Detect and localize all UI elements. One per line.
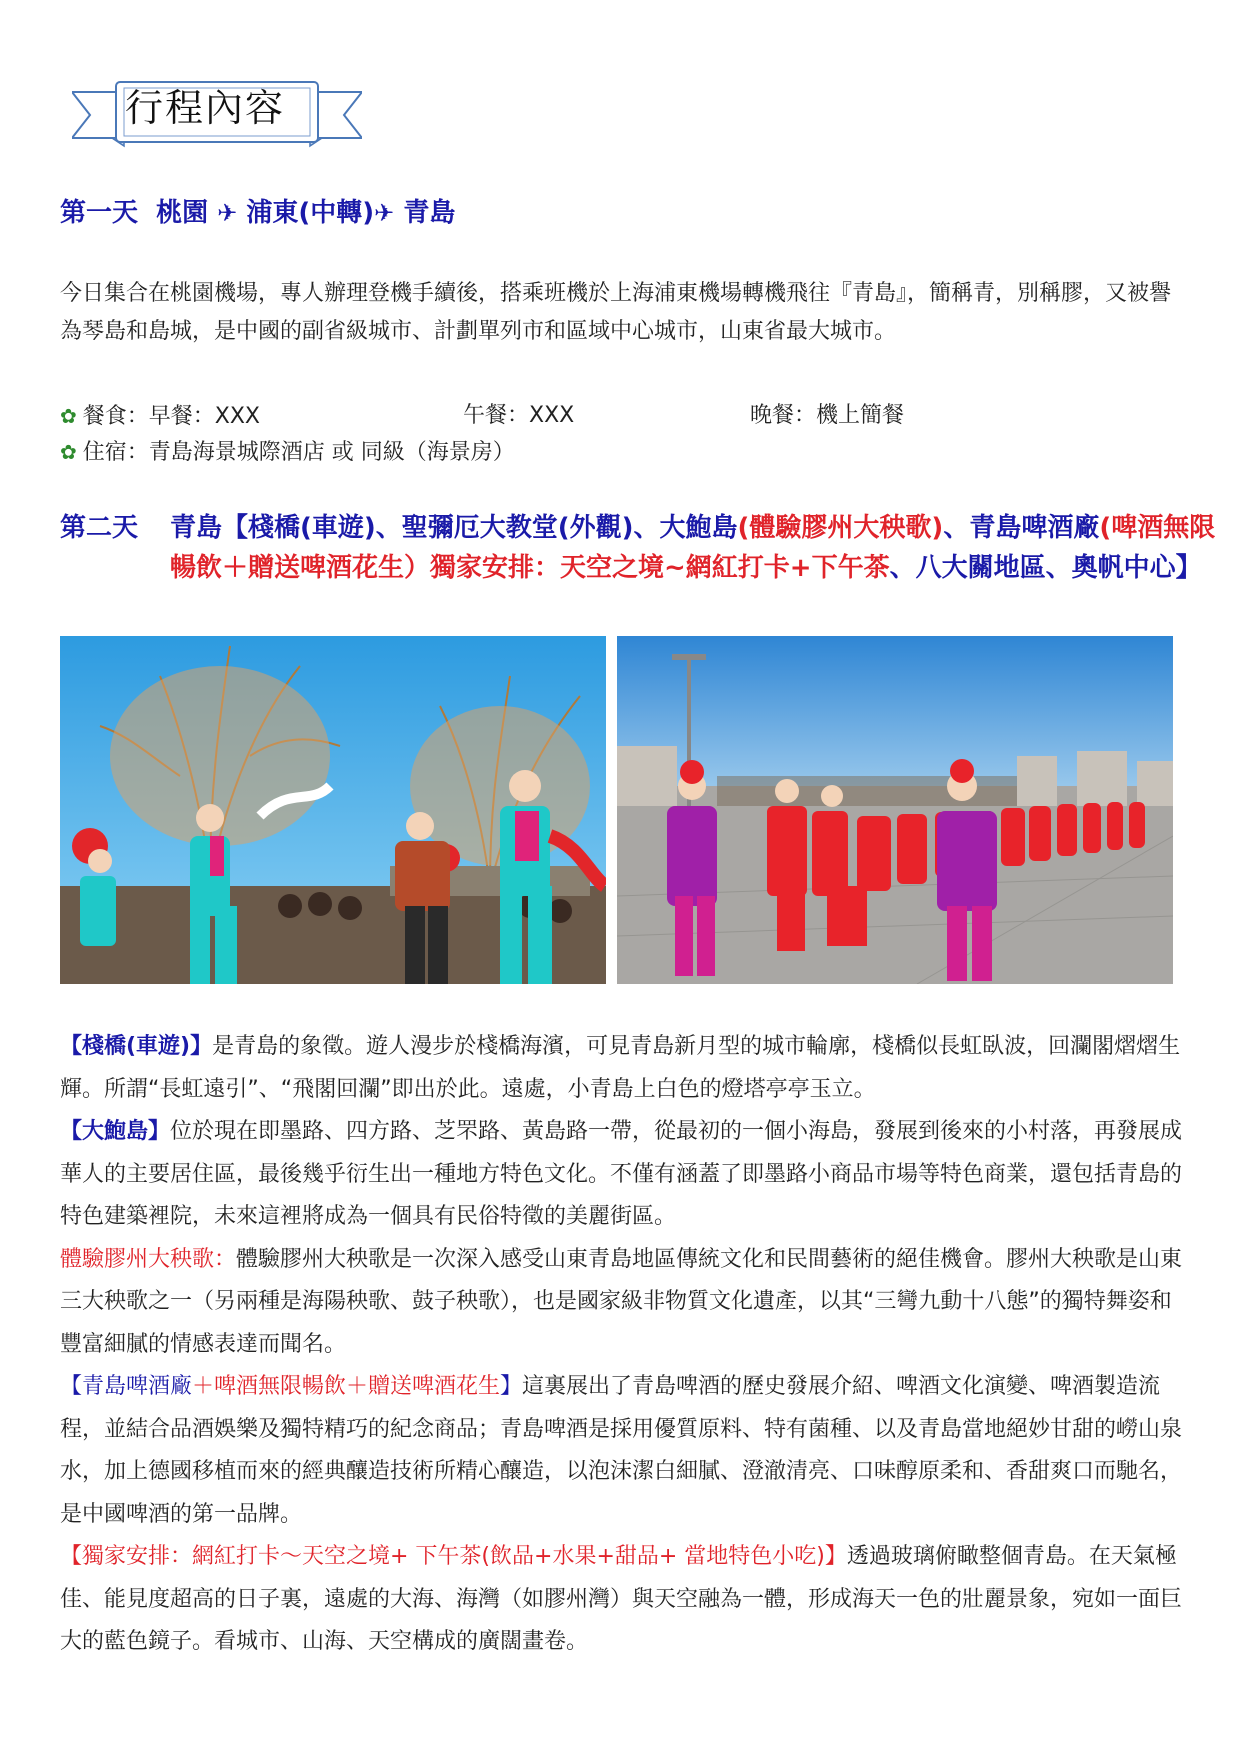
- yangge-dancers-photo-1: [60, 636, 606, 984]
- paragraph-sky-mirror: [60, 1536, 1190, 1664]
- day1-route-stop-3: 青島: [403, 198, 456, 228]
- paragraph-yangge: [60, 1239, 1190, 1367]
- day2-label: 第二天: [60, 513, 139, 543]
- yangge-text: 體驗膠州大秧歌是一次深入感受山東青島地區傳統文化和民間藝術的絕佳機會。膠州大秧歌是山東三大秧歌之一（另兩種是海陽秧歌、鼓子秧歌），也是國家級非物質文化遺產，以其“三彎九動十八態”的獨特舞姿和豐富細膩的情感表達而聞名。: [60, 1246, 1183, 1357]
- hotel-label: 住宿：: [82, 440, 149, 465]
- sky-mirror-heading: 【獨家安排：網紅打卡～天空之境+ 下午茶(飲品+水果+甜品+ 當地特色小吃)】: [60, 1544, 847, 1569]
- day2-title-part: (啤酒無限暢飲＋贈送啤酒花生）獨家安排：天空之境~網紅打卡+下午茶: [170, 513, 1216, 583]
- meals-row: [60, 398, 905, 434]
- attractions-description: [60, 1026, 1190, 1664]
- brewery-heading-b: ＋啤酒無限暢飲＋贈送啤酒花生: [192, 1374, 501, 1399]
- lunch: 午餐：XXX: [463, 403, 575, 428]
- brewery-heading-c: 】: [500, 1374, 523, 1399]
- flower-icon: ✿: [60, 404, 77, 428]
- day2-itinerary: [170, 508, 1230, 588]
- day1-route-stop-2: 浦東(中轉): [246, 198, 375, 228]
- day1-route-stop-1: 桃園: [156, 198, 209, 228]
- day1-label: 第一天: [60, 198, 139, 228]
- meals-label: 餐食：: [82, 404, 149, 429]
- zhanqiao-text: 是青島的象徵。遊人漫步於棧橋海濱，可見青島新月型的城市輪廓，棧橋似長虹臥波，回瀾閣熠熠生輝。所謂“長虹遠引”、“飛閣回瀾”即出於此。遠處，小青島上白色的燈塔亭亭玉立。: [60, 1034, 1181, 1102]
- day1-description: 今日集合在桃園機場，專人辦理登機手續後，搭乘班機於上海浦東機場轉機飛往『青島』，簡稱青，別稱膠，又被譽為琴島和島城，是中國的副省級城市、計劃單列市和區域中心城市，山東省最大城市。: [60, 281, 1172, 344]
- dinner: 晚餐：機上簡餐: [750, 403, 905, 428]
- sky-mirror-text: 透過玻璃俯瞰整個青島。在天氣極佳、能見度超高的日子裏，遠處的大海、海灣（如膠州灣）與天空融為一體，形成海天一色的壯麗景象，宛如一面巨大的藍色鏡子。看城市、山海、天空構成的廣闊畫卷。: [60, 1544, 1183, 1654]
- day2-title-part: 青島【棧橋(車遊)、聖彌厄大教堂(外觀)、大鮑島: [170, 513, 738, 543]
- dabaodao-text: 位於現在即墨路、四方路、芝罘路、黃島路一帶，從最初的一個小海島，發展到後來的小村落，再發展成華人的主要居住區，最後幾乎衍生出一種地方特色文化。不僅有涵蓋了即墨路小商品市場等特色商業，還包括青島的特色建築裡院，未來這裡將成為一個具有民俗特徵的美麗街區。: [60, 1119, 1183, 1229]
- paragraph-zhanqiao: [60, 1026, 1190, 1111]
- plane-icon: ✈: [374, 199, 395, 227]
- hotel-row: [60, 434, 515, 470]
- dabaodao-heading: 【大鮑島】: [60, 1119, 171, 1144]
- flower-icon: ✿: [60, 440, 77, 464]
- brewery-text: 這裏展出了青島啤酒的歷史發展介紹、啤酒文化演變、啤酒製造流程，並結合品酒娛樂及獨特精巧的紀念商品；青島啤酒是採用優質原料、特有菌種、以及青島當地絕妙甘甜的嶗山泉水，加上德國移植而來的經典釀造技術所精心釀造，以泡沫潔白細膩、澄澈清亮、口味醇原柔和、香甜爽口而馳名，是中國啤酒的第一品牌。: [60, 1374, 1183, 1527]
- paragraph-brewery: [60, 1366, 1190, 1536]
- day2-title-part: (體驗膠州大秧歌): [737, 513, 944, 543]
- breakfast: 早餐：XXX: [148, 404, 260, 429]
- yangge-heading: 體驗膠州大秧歌：: [60, 1246, 237, 1272]
- hotel: 青島海景城際酒店 或 同級（海景房）: [148, 440, 515, 465]
- brewery-heading-a: 【青島啤酒廠: [60, 1374, 193, 1399]
- day2-title-part: 、八大關地區、奧帆中心】: [889, 553, 1202, 583]
- plane-icon: ✈: [217, 199, 238, 227]
- zhanqiao-heading: 【棧橋(車遊)】: [60, 1034, 213, 1059]
- day1-title: [60, 192, 455, 229]
- paragraph-dabaodao: [60, 1111, 1190, 1239]
- day2-title-part: 、青島啤酒廠: [943, 513, 1100, 543]
- day1-meals: [60, 398, 905, 470]
- yangge-dancers-photo-2: [617, 636, 1173, 984]
- section-title: 行程內容: [124, 86, 285, 130]
